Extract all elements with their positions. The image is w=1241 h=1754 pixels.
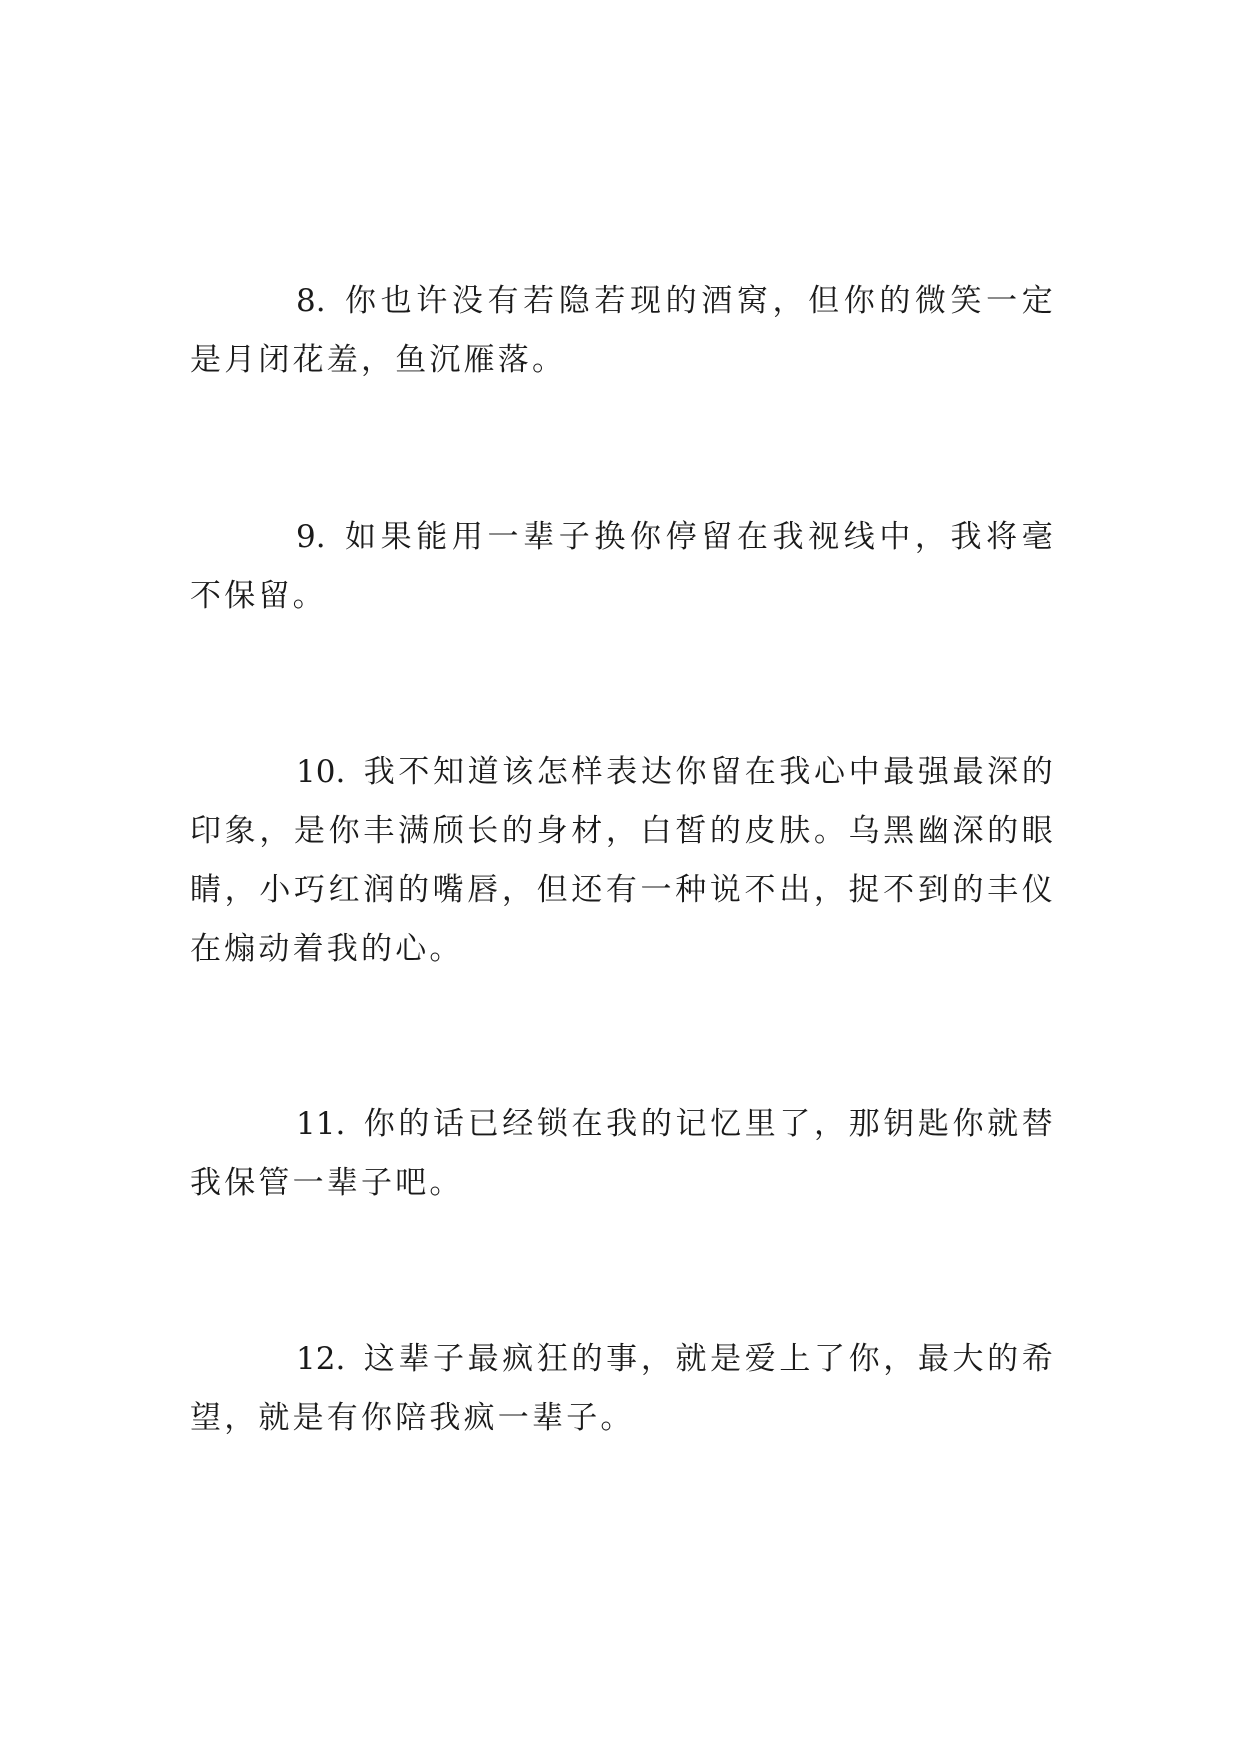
paragraph-text: 你的话已经锁在我的记忆里了，那钥匙你就替我保管一辈子吧。 bbox=[190, 1106, 1056, 1201]
paragraph-number: 8. bbox=[296, 283, 326, 319]
paragraph-11 bbox=[190, 1095, 1056, 1213]
paragraph-number: 12. bbox=[296, 1341, 346, 1377]
paragraph-text: 我不知道该怎样表达你留在我心中最强最深的印象，是你丰满颀长的身材，白皙的皮肤。乌黑幽深的眼睛，小巧红润的嘴唇，但还有一种说不出，捉不到的丰仪在煽动着我的心。 bbox=[190, 754, 1056, 967]
paragraph-10 bbox=[190, 743, 1056, 979]
paragraph-text: 如果能用一辈子换你停留在我视线中，我将毫不保留。 bbox=[190, 519, 1056, 614]
paragraph-number: 9. bbox=[296, 519, 326, 555]
paragraph-12 bbox=[190, 1330, 1056, 1448]
paragraph-text: 你也许没有若隐若现的酒窝，但你的微笑一定是月闭花羞，鱼沉雁落。 bbox=[190, 283, 1056, 378]
paragraph-number: 11. bbox=[296, 1106, 346, 1142]
paragraph-9 bbox=[190, 508, 1056, 626]
paragraph-number: 10. bbox=[296, 754, 346, 790]
paragraph-8 bbox=[190, 272, 1056, 390]
paragraph-text: 这辈子最疯狂的事，就是爱上了你，最大的希望，就是有你陪我疯一辈子。 bbox=[190, 1341, 1056, 1436]
